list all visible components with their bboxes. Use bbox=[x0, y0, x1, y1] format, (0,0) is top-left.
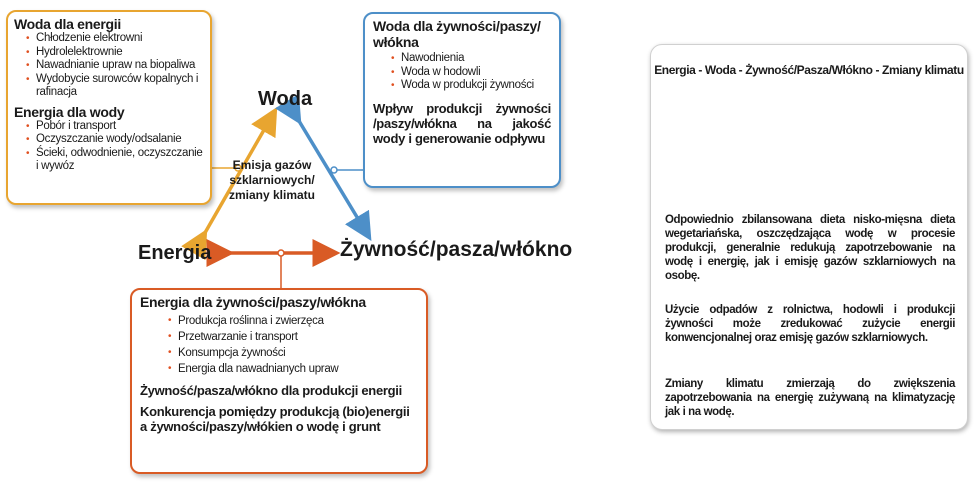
nexus-title: Energia - Woda - Żywność/Pasza/Włókno - Zmiany klimatu bbox=[654, 63, 964, 77]
competition-text: Konkurencja pomiędzy produkcją (bio)energii a żywności/paszy/włókien o wodę i grunt bbox=[140, 404, 410, 434]
center-label: Emisja gazów szklarniowych/ zmiany klimatu bbox=[228, 158, 316, 202]
list-item: • Konsumpcja żywności bbox=[168, 347, 286, 359]
water-for-energy-title: Woda dla energii bbox=[14, 16, 121, 32]
bullet-icon: • bbox=[168, 315, 172, 326]
bullet-icon: • bbox=[26, 147, 30, 159]
list-item: • Wydobycie surowców kopalnych i rafinacja bbox=[26, 72, 199, 98]
list-item: • Produkcja roślinna i zwierzęca bbox=[168, 315, 324, 327]
list-item: • Nawadnianie upraw na biopaliwa bbox=[26, 59, 196, 71]
list-item: • Przetwarzanie i transport bbox=[168, 331, 298, 343]
connector-dot-water-food bbox=[331, 167, 337, 173]
bullet-icon: • bbox=[391, 53, 395, 64]
bullet-icon: • bbox=[26, 120, 30, 132]
nexus-paragraph-climate: Zmiany klimatu zmierzają do zwiększenia zapotrzebowania na energię zużywaną na klimatyzację jak i na wodę. bbox=[665, 378, 955, 418]
food-for-energy-text: Żywność/pasza/włókno dla produkcji energii bbox=[140, 383, 402, 398]
energy-for-food-title: Energia dla żywności/paszy/włókna bbox=[140, 294, 366, 310]
bullet-icon: • bbox=[26, 73, 30, 85]
food-water-impact-text: Wpływ produkcji żywności /paszy/włókna na jakość wody i generowanie odpływu bbox=[373, 100, 551, 146]
nexus-paragraph-diet: Odpowiednio zbilansowana dieta nisko-mięsna dieta wegetariańska, oszczędzająca wodę w procesie produkcji, generalnie redukują zapotrzebowanie na wodę i energię, jak i emisję gazów szklarniowych na osobę. bbox=[665, 214, 955, 282]
bullet-icon: • bbox=[168, 347, 172, 358]
energy-food-box bbox=[130, 288, 428, 474]
nexus-box bbox=[650, 44, 968, 430]
list-item: • Hydrolelektrownie bbox=[26, 45, 123, 58]
energy-water-box bbox=[6, 10, 212, 205]
water-for-energy-list bbox=[14, 32, 204, 100]
list-item: • Pobór i transport bbox=[26, 119, 116, 132]
connector-dot-energy-food bbox=[278, 250, 284, 256]
list-item: • Woda w produkcji żywności bbox=[391, 79, 534, 91]
bullet-icon: • bbox=[26, 33, 30, 44]
bullet-icon: • bbox=[391, 80, 395, 91]
energy-for-water-title: Energia dla wody bbox=[14, 103, 125, 120]
bullet-icon: • bbox=[26, 46, 30, 58]
bullet-icon: • bbox=[168, 331, 172, 342]
list-item: • Nawodnienia bbox=[391, 52, 465, 64]
nexus-paragraph-waste: Użycie odpadów z rolnictwa, hodowli i produkcji żywności może zredukować zużycie energii konwencjonalnej oraz emisję gazów szklarniowych. bbox=[665, 304, 955, 344]
node-food: Żywność/pasza/włókno bbox=[340, 238, 573, 261]
node-energy: Energia bbox=[138, 242, 212, 264]
water-for-food-list bbox=[373, 52, 551, 93]
bullet-icon: • bbox=[168, 363, 172, 374]
list-item: • Oczyszczanie wody/odsalanie bbox=[26, 133, 182, 145]
list-item: • Ścieki, odwodnienie, oczyszczanie i wywóz bbox=[26, 146, 203, 172]
water-food-box bbox=[363, 12, 561, 188]
bullet-icon: • bbox=[26, 60, 30, 71]
bullet-icon: • bbox=[391, 66, 395, 78]
energy-for-water-list bbox=[14, 120, 204, 174]
bullet-icon: • bbox=[26, 134, 30, 145]
water-for-food-title: Woda dla żywności/paszy/ włókna bbox=[373, 18, 541, 50]
node-water: Woda bbox=[258, 88, 313, 110]
list-item: • Energia dla nawadnianych upraw bbox=[168, 363, 339, 375]
list-item: • Woda w hodowli bbox=[391, 65, 481, 78]
energy-for-food-list bbox=[140, 313, 418, 377]
list-item: • Chłodzenie elektrowni bbox=[26, 32, 143, 44]
